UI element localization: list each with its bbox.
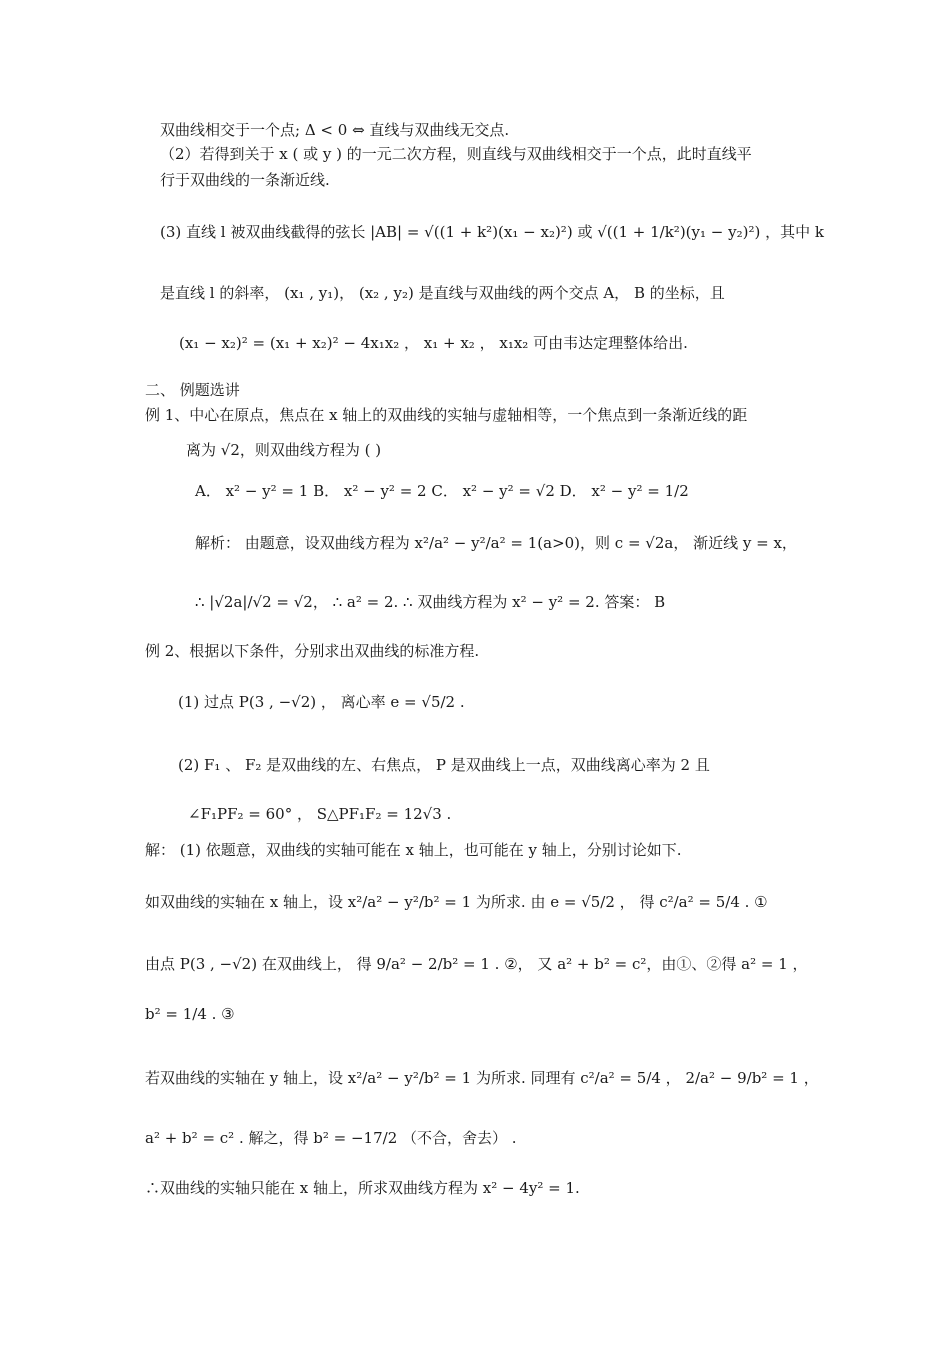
- text-line: ∴ |√2a|/√2 = √2， ∴ a² = 2. ∴ 双曲线方程为 x² − y² = 2. 答案： B: [195, 593, 666, 611]
- text-line: b² = 1/4 . ③: [145, 1005, 235, 1023]
- text-line: 由点 P(3 , −√2) 在双曲线上， 得 9/a² − 2/b² = 1 . ②， 又 a² + b² = c²，由①、②得 a² = 1 ，: [145, 955, 808, 973]
- text-line: (2) F₁ 、 F₂ 是双曲线的左、右焦点， P 是双曲线上一点，双曲线离心率为 2 且: [178, 756, 710, 774]
- answer-options: A． x² − y² = 1 B． x² − y² = 2 C． x² − y² = √2 D． x² − y² = 1/2: [195, 482, 689, 500]
- section-heading: 二、 例题选讲: [145, 381, 240, 399]
- text-line: (x₁ − x₂)² = (x₁ + x₂)² − 4x₁x₂ ， x₁ + x₂ ， x₁x₂ 可由韦达定理整体给出.: [179, 334, 688, 352]
- text-line: ∠F₁PF₂ = 60° ， S△PF₁F₂ = 12√3 .: [188, 805, 452, 823]
- text-line: (1) 过点 P(3 , −√2) ， 离心率 e = √5/2 .: [178, 693, 465, 711]
- text-line: 例 2、根据以下条件，分别求出双曲线的标准方程.: [145, 642, 480, 660]
- text-line: (3) 直线 l 被双曲线截得的弦长 |AB| = √((1 + k²)(x₁ − x₂)²) 或 √((1 + 1/k²)(y₁ − y₂)²) ，其中 k: [160, 223, 824, 241]
- text-line: 是直线 l 的斜率， (x₁ , y₁)， (x₂ , y₂) 是直线与双曲线的两个交点 A， B 的坐标，且: [160, 284, 725, 302]
- text-line: 双曲线相交于一个点; Δ < 0 ⇔ 直线与双曲线无交点.: [160, 121, 510, 139]
- text-line: 例 1、中心在原点，焦点在 x 轴上的双曲线的实轴与虚轴相等，一个焦点到一条渐近线的距: [145, 406, 748, 424]
- text-line: 离为 √2，则双曲线方程为 ( ): [186, 441, 382, 459]
- text-line: 若双曲线的实轴在 y 轴上，设 x²/a² − y²/b² = 1 为所求. 同理有 c²/a² = 5/4 ， 2/a² − 9/b² = 1 ，: [145, 1069, 819, 1087]
- text-line: 如双曲线的实轴在 x 轴上，设 x²/a² − y²/b² = 1 为所求. 由 e = √5/2 ， 得 c²/a² = 5/4 . ①: [145, 893, 768, 911]
- text-line: 解： (1) 依题意，双曲线的实轴可能在 x 轴上，也可能在 y 轴上，分别讨论如下.: [145, 841, 682, 859]
- text-line: 解析： 由题意，设双曲线方程为 x²/a² − y²/a² = 1(a>0)，则 c = √2a， 渐近线 y = x，: [195, 534, 797, 552]
- text-line: ∴双曲线的实轴只能在 x 轴上，所求双曲线方程为 x² − 4y² = 1.: [145, 1179, 580, 1197]
- text-line: a² + b² = c² . 解之，得 b² = −17/2 （不合，舍去） .: [145, 1129, 517, 1147]
- text-line: 行于双曲线的一条渐近线.: [160, 171, 330, 189]
- text-line: （2）若得到关于 x ( 或 y ) 的一元二次方程，则直线与双曲线相交于一个点，此时直线平: [160, 145, 752, 163]
